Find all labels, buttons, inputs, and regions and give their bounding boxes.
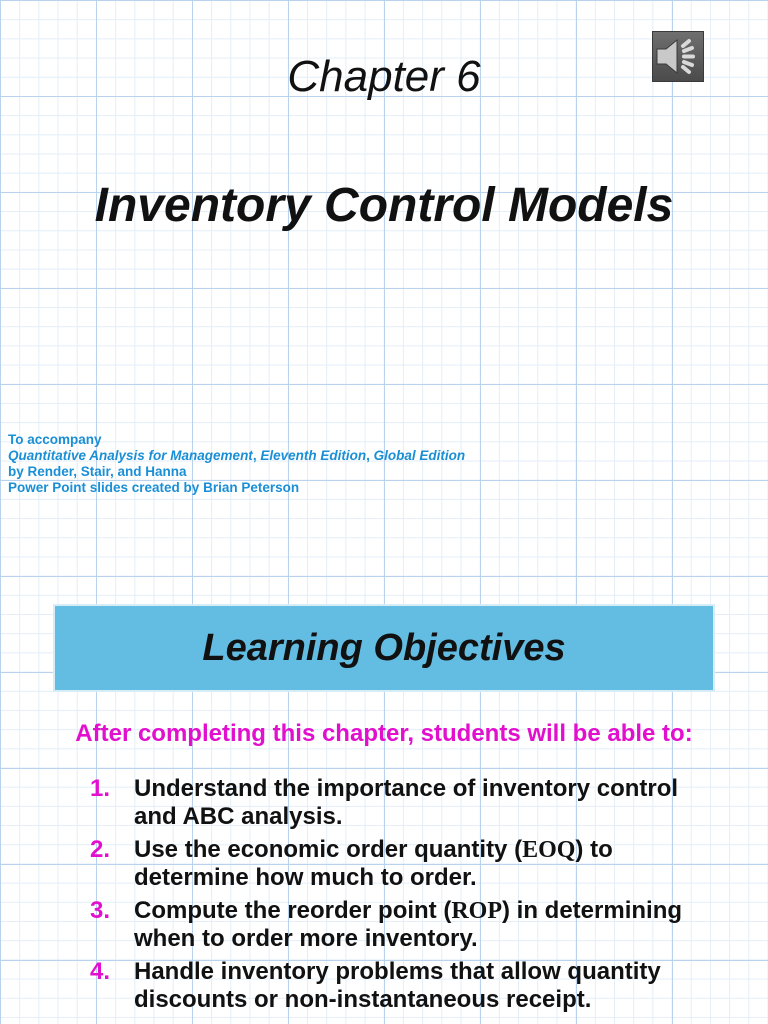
objective-number: 2. [90, 836, 111, 863]
objectives-list [90, 775, 710, 1019]
credits-line-authors: by Render, Stair, and Hanna [8, 464, 187, 479]
objective-text-part: Handle inventory problems that allow quantity discounts or non-instantaneous receipt. [134, 958, 661, 1013]
objective-text-part: Understand the importance of inventory control and ABC analysis. [134, 775, 679, 830]
credits-line-slides: Power Point slides created by Brian Peterson [8, 480, 300, 495]
book-global-edition: Global Edition [373, 448, 466, 463]
objective-item [90, 958, 710, 1014]
objective-item [90, 897, 710, 953]
speaker-volume-icon[interactable] [652, 31, 704, 82]
slide-title: Inventory Control Models [94, 179, 674, 232]
separator: , [252, 448, 261, 463]
objective-abbreviation: ROP [451, 898, 503, 924]
book-title: Quantitative Analysis for Management [8, 448, 253, 463]
separator: , [366, 448, 374, 463]
credits-line-accompany: To accompany [8, 432, 102, 447]
objective-item [90, 836, 710, 892]
objective-text [134, 958, 710, 1014]
book-edition: Eleventh Edition [260, 448, 367, 463]
objective-text [134, 775, 710, 831]
objective-abbreviation: EOQ [522, 837, 576, 863]
objectives-intro: After completing this chapter, students will be able to: [75, 720, 693, 747]
objectives-title: Learning Objectives [202, 626, 566, 669]
objective-number: 3. [90, 897, 111, 924]
objective-text [134, 836, 710, 892]
objective-text-part: ) to determine how much to order. [134, 836, 613, 891]
objective-item [90, 775, 710, 831]
credits-block [8, 432, 465, 496]
objective-text-part: ) in determining when to order more inventory. [134, 897, 683, 952]
objective-text-part: Compute the reorder point ( [134, 897, 452, 924]
chapter-title: Chapter 6 [287, 52, 481, 101]
objective-number: 1. [90, 775, 111, 802]
credits-line-book [8, 448, 465, 464]
objective-text [134, 897, 710, 953]
objective-text-part: Use the economic order quantity ( [134, 836, 523, 863]
objective-number: 4. [90, 958, 111, 985]
objectives-banner [53, 604, 715, 692]
